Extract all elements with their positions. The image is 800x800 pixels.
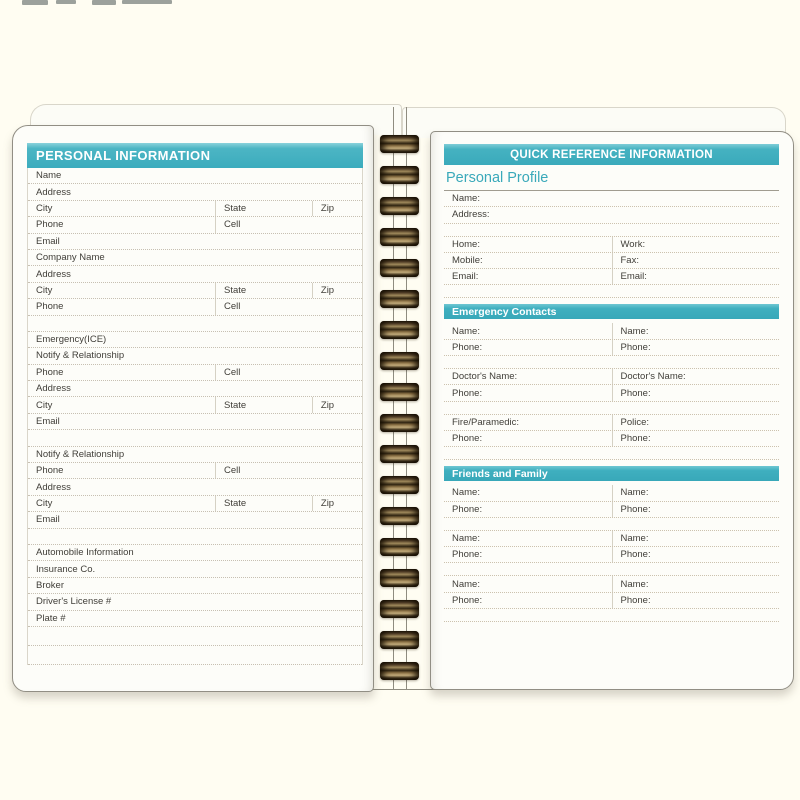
- field-label: Fax:: [612, 253, 780, 268]
- field-label: Address: [36, 268, 71, 280]
- field-label: Cell: [215, 365, 362, 380]
- form-row: [28, 496, 362, 512]
- field-label: Name:: [612, 485, 780, 500]
- field-label: Phone:: [452, 433, 483, 445]
- form-row: [28, 512, 362, 528]
- form-row: [28, 397, 362, 413]
- field-label: State: [215, 283, 312, 298]
- form-row: [28, 463, 362, 479]
- binding-coil: [380, 166, 419, 184]
- blank-row: [444, 224, 779, 237]
- right-page: [430, 131, 794, 690]
- form-row: [28, 283, 362, 299]
- binding-coil: [380, 476, 419, 494]
- blank-row: [28, 316, 362, 332]
- field-label: State: [215, 201, 312, 216]
- field-label: Zip: [312, 201, 362, 216]
- field-label: Fire/Paramedic:: [452, 416, 520, 428]
- field-label: Email: [36, 235, 60, 247]
- binding-coil: [380, 135, 419, 153]
- form-row: [28, 234, 362, 250]
- field-label: Mobile:: [452, 255, 483, 267]
- field-label: Phone:: [452, 549, 483, 561]
- form-row: [28, 545, 362, 561]
- binding-coil: [380, 507, 419, 525]
- field-label: Email:: [452, 271, 479, 283]
- binding-coil: [380, 445, 419, 463]
- form-row: [444, 431, 779, 447]
- form-row: [28, 365, 362, 381]
- binding-coil: [380, 631, 419, 649]
- form-row: [444, 269, 779, 285]
- form-row: [28, 594, 362, 610]
- field-label: Notify & Relationship: [36, 448, 125, 460]
- binding-coil: [380, 259, 419, 277]
- field-label: Phone:: [452, 341, 483, 353]
- field-label: Emergency(ICE): [36, 334, 107, 346]
- quick-reference-header: [444, 144, 779, 165]
- field-label: Name:: [612, 323, 780, 338]
- field-label: Cell: [215, 463, 362, 478]
- field-label: Doctor's Name:: [612, 369, 780, 384]
- field-label: Notify & Relationship: [36, 350, 125, 362]
- top-edge-artifact: [92, 0, 116, 5]
- field-label: Email: [36, 416, 60, 428]
- field-label: Email: [36, 514, 60, 526]
- form-row: [28, 217, 362, 233]
- field-label: Name: [36, 170, 62, 182]
- blank-row: [444, 356, 779, 369]
- field-label: Phone:: [452, 503, 483, 515]
- blank-row: [444, 285, 779, 298]
- field-label: Phone: [36, 219, 64, 231]
- binding-coil: [380, 290, 419, 308]
- blank-row: [28, 646, 362, 665]
- field-label: Address:: [452, 209, 490, 221]
- form-row: [28, 299, 362, 315]
- blank-row: [444, 402, 779, 415]
- field-label: Phone: [36, 301, 64, 313]
- form-row: [444, 191, 779, 207]
- field-label: Phone: [36, 465, 64, 477]
- personal-information-title: PERSONAL INFORMATION: [36, 148, 211, 163]
- blank-row: [444, 609, 779, 622]
- blank-row: [444, 518, 779, 531]
- field-label: Name:: [452, 533, 480, 544]
- field-label: Phone:: [612, 502, 780, 517]
- form-row: [444, 253, 779, 269]
- field-label: Driver's License #: [36, 596, 112, 608]
- field-label: Address: [36, 481, 71, 493]
- field-label: Zip: [312, 496, 362, 511]
- form-row: [444, 207, 779, 223]
- field-label: Phone:: [612, 593, 780, 608]
- binding-coil: [380, 662, 419, 680]
- field-label: Automobile Information: [36, 547, 134, 559]
- field-label: State: [215, 397, 312, 412]
- personal-information-header: [27, 143, 363, 168]
- form-row: [444, 323, 779, 339]
- form-row: [28, 611, 362, 627]
- form-row: [28, 168, 362, 184]
- field-label: Plate #: [36, 612, 66, 624]
- form-row: [444, 485, 779, 501]
- field-label: Phone:: [612, 431, 780, 446]
- field-label: Email:: [612, 269, 780, 284]
- form-row: [28, 561, 362, 577]
- field-label: Address: [36, 186, 71, 198]
- blank-row: [28, 627, 362, 646]
- form-row: [28, 578, 362, 594]
- form-row: [28, 348, 362, 364]
- form-row: [444, 340, 779, 356]
- binding-coil: [380, 228, 419, 246]
- quick-reference-title: QUICK REFERENCE INFORMATION: [510, 148, 713, 161]
- binding-coil: [380, 321, 419, 339]
- field-label: Phone:: [452, 594, 483, 606]
- field-label: Name:: [452, 193, 480, 205]
- form-row: [28, 479, 362, 495]
- field-label: Address: [36, 383, 71, 395]
- form-row: [444, 369, 779, 385]
- section-banner: Emergency Contacts: [444, 304, 779, 319]
- form-row: [444, 576, 779, 592]
- field-label: Doctor's Name:: [452, 371, 518, 383]
- field-label: Phone:: [612, 547, 780, 562]
- binding-coil: [380, 538, 419, 556]
- field-label: City: [36, 202, 53, 214]
- top-edge-artifact: [22, 0, 48, 5]
- field-label: City: [36, 498, 53, 509]
- field-label: Zip: [312, 397, 362, 412]
- left-page: [12, 125, 374, 692]
- field-label: Work:: [612, 237, 780, 252]
- section-heading: Personal Profile: [444, 165, 779, 191]
- form-row: [444, 531, 779, 547]
- blank-row: [28, 430, 362, 446]
- form-row: [444, 502, 779, 518]
- binding-coil: [380, 383, 419, 401]
- field-label: Home:: [452, 238, 480, 250]
- form-row: [444, 593, 779, 609]
- form-row: [444, 385, 779, 401]
- field-label: State: [215, 496, 312, 511]
- field-label: Phone:: [612, 385, 780, 400]
- field-label: City: [36, 284, 53, 296]
- binding-coil: [380, 352, 419, 370]
- top-edge-artifact: [56, 0, 76, 4]
- form-row: [28, 266, 362, 282]
- binding-coil: [380, 600, 419, 618]
- top-edge-artifact: [122, 0, 172, 4]
- form-row: [28, 250, 362, 266]
- form-row: [444, 415, 779, 431]
- field-label: Name:: [612, 531, 780, 546]
- field-label: Police:: [612, 415, 780, 430]
- field-label: Zip: [312, 283, 362, 298]
- field-label: Name:: [452, 487, 480, 499]
- quick-reference-form: [444, 165, 779, 622]
- binding-coil: [380, 197, 419, 215]
- form-row: [28, 447, 362, 463]
- form-row: [444, 547, 779, 563]
- form-row: [444, 237, 779, 253]
- field-label: Phone:: [612, 340, 780, 355]
- field-label: Broker: [36, 579, 64, 591]
- field-label: Name:: [452, 325, 480, 337]
- form-row: [28, 332, 362, 348]
- blank-row: [28, 529, 362, 545]
- gutter-bottom-edge: [366, 689, 438, 690]
- field-label: Name:: [452, 578, 480, 590]
- field-label: Company Name: [36, 252, 105, 264]
- blank-row: [444, 563, 779, 576]
- field-label: City: [36, 399, 53, 411]
- field-label: Phone:: [452, 387, 483, 399]
- blank-row: [444, 447, 779, 460]
- form-row: [28, 201, 362, 217]
- section-banner: Friends and Family: [444, 466, 779, 481]
- field-label: Insurance Co.: [36, 563, 96, 575]
- field-label: Cell: [215, 217, 362, 232]
- field-label: Name:: [612, 576, 780, 591]
- binding-coil: [380, 569, 419, 587]
- form-row: [28, 381, 362, 397]
- field-label: Cell: [215, 299, 362, 314]
- binding-coil: [380, 414, 419, 432]
- personal-information-form: [27, 168, 363, 665]
- form-row: [28, 184, 362, 200]
- field-label: Phone: [36, 366, 64, 378]
- form-row: [28, 414, 362, 430]
